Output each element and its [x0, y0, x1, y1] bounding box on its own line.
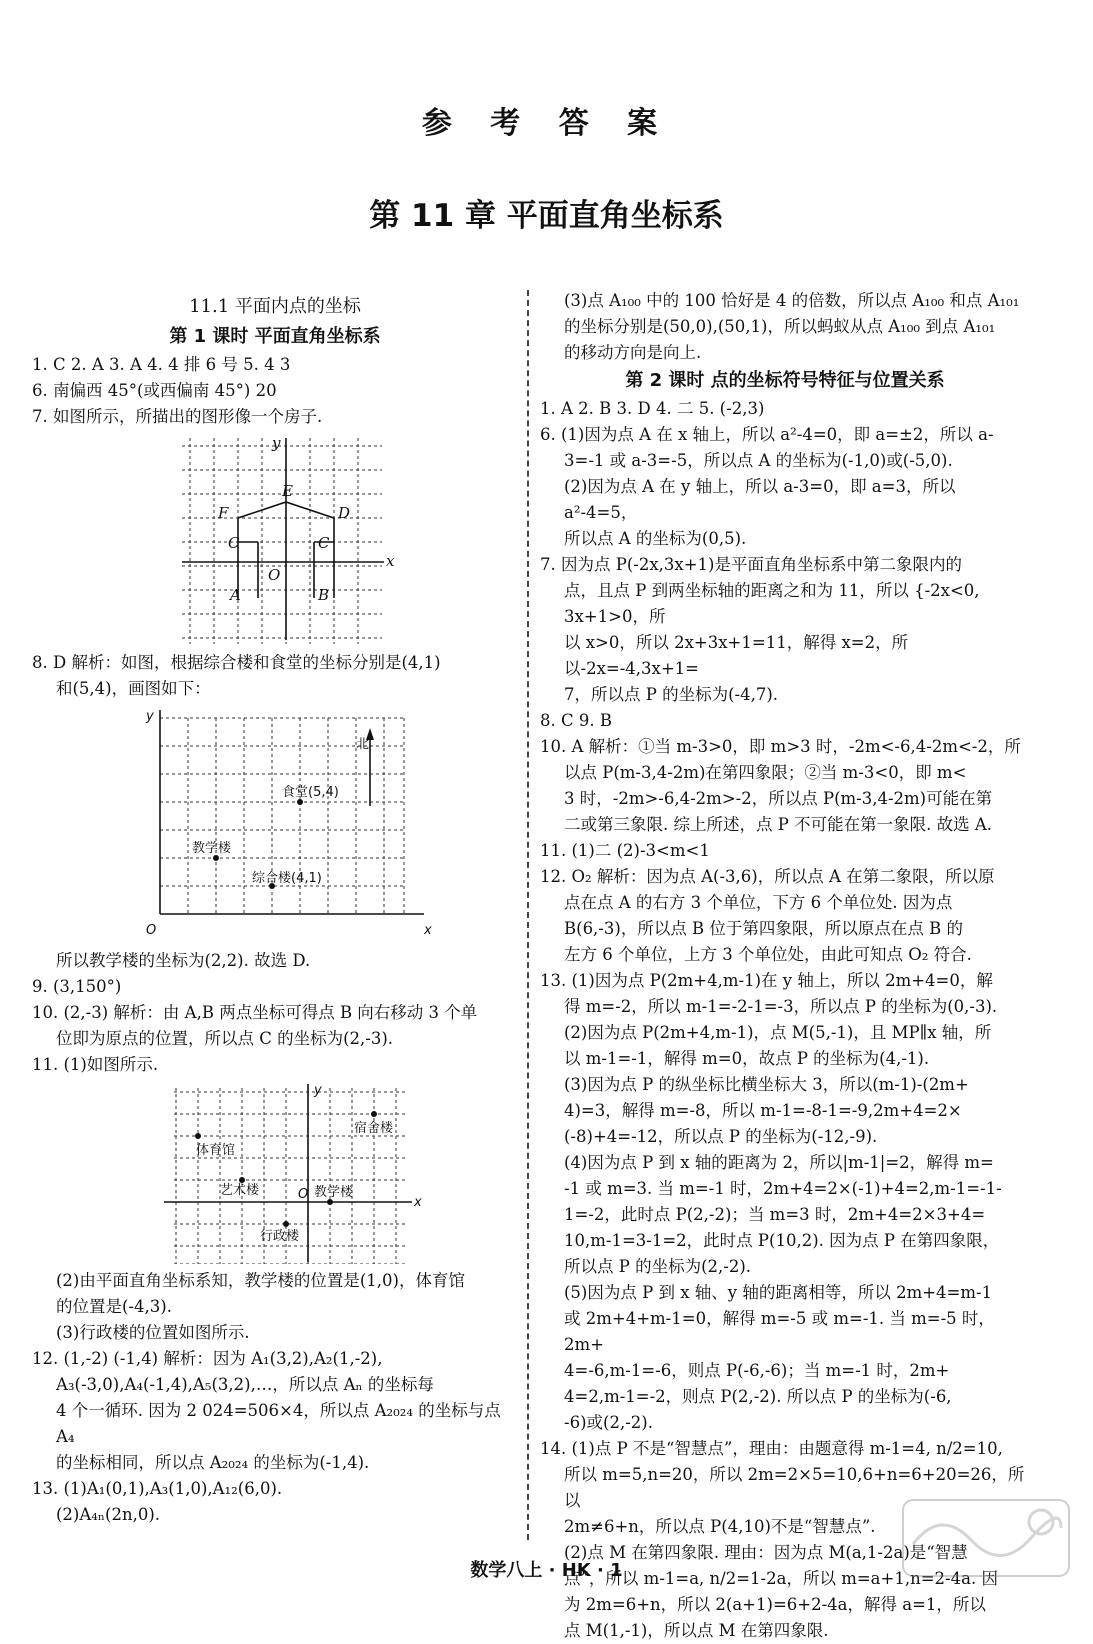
- answer-line: 12. (1,-2) (-1,4) 解析：因为 A₁(3,2),A₂(1,-2),: [32, 1349, 383, 1368]
- answer-line: 的移动方向是向上.: [564, 343, 702, 362]
- figure-school-map: [32, 1082, 518, 1264]
- answer-line: (3)因为点 P 的纵坐标比横坐标大 3，所以(m-1)-(2m+: [564, 1075, 969, 1094]
- figure-campus-grid: [32, 706, 518, 944]
- answer-line: 和(5,4)，画图如下：: [56, 679, 211, 698]
- answer-line: 1. C 2. A 3. A 4. 4 排 6 号 5. 4 3: [32, 355, 291, 374]
- answer-line: 左方 6 个单位，上方 3 个单位处，由此可知点 O₂ 符合.: [564, 945, 972, 964]
- point-c-right-label: C: [318, 534, 330, 552]
- answer-line: 6. (1)因为点 A 在 x 轴上，所以 a²-4=0，即 a=±2，所以 a-: [540, 425, 994, 444]
- answer-line: 3 时，-2m>-6,4-2m>-2，所以点 P(m-3,4-2m)可能在第: [564, 789, 993, 808]
- watermark-logo: [901, 1498, 1071, 1578]
- north-label: 北: [356, 737, 370, 752]
- lesson-title-1: 第 1 课时 平面直角坐标系: [169, 326, 381, 347]
- answer-line: (2)由平面直角坐标系知，教学楼的位置是(1,0)，体育馆: [56, 1271, 465, 1290]
- answer-line: 3=-1 或 a-3=-5，所以点 A 的坐标为(-1,0)或(-5,0).: [564, 451, 953, 470]
- answer-line: 4=-6,m-1=-6，则点 P(-6,-6)；当 m=-1 时，2m+: [564, 1361, 950, 1380]
- answer-line: (2)因为点 A 在 y 轴上，所以 a-3=0，即 a=3，所以 a²-4=5，: [564, 477, 956, 522]
- answer-line: 的坐标相同，所以点 A₂₀₂₄ 的坐标为(-1,4).: [56, 1453, 370, 1472]
- page-footer: 数学八上 · HK · 1: [470, 1560, 623, 1581]
- answer-line: (3)点 A₁₀₀ 中的 100 恰好是 4 的倍数，所以点 A₁₀₀ 和点 A₁₀₁: [564, 291, 1020, 310]
- answer-line: 位即为原点的位置，所以点 C 的坐标为(2,-3).: [56, 1029, 394, 1048]
- answer-line: 所以教学楼的坐标为(2,2). 故选 D.: [56, 951, 311, 970]
- answer-line: 得 m=-2，所以 m-1=-2-1=-3，所以点 P 的坐标为(0,-3).: [564, 997, 998, 1016]
- point-a-label: A: [230, 586, 241, 604]
- answer-line: 以点 P(m-3,4-2m)在第四象限；②当 m-3<0，即 m<: [564, 763, 967, 782]
- answer-line: -6)或(2,-2).: [564, 1413, 653, 1432]
- answer-line: 以 x>0，所以 2x+3x+1=11，解得 x=2，所以-2x=-4,3x+1=: [564, 633, 909, 678]
- art-building-label: 艺术楼: [220, 1183, 260, 1198]
- origin-label: O: [268, 566, 281, 584]
- answer-line: (5)因为点 P 到 x 轴、y 轴的距离相等，所以 2m+4=m-1: [564, 1283, 993, 1302]
- answer-line: 1=-2，此时点 P(2,-2)；当 m=3 时，2m+4=2×3+4=: [564, 1205, 986, 1224]
- answer-line: (2)A₄ₙ(2n,0).: [56, 1505, 161, 1524]
- teaching-building-label: 教学楼: [314, 1185, 354, 1200]
- answer-line: 12. O₂ 解析：因为点 A(-3,6)，所以点 A 在第二象限，所以原: [540, 867, 995, 886]
- origin-label: O: [146, 923, 157, 938]
- point-e-label: E: [282, 482, 293, 500]
- answer-line: 以 m-1=-1，解得 m=0，故点 P 的坐标为(4,-1).: [564, 1049, 930, 1068]
- point-d-label: D: [338, 504, 351, 522]
- axis-y-label: y: [314, 1083, 322, 1098]
- answer-line: 或 2m+4+m-1=0，解得 m=-5 或 m=-1. 当 m=-5 时，2m+: [564, 1309, 995, 1354]
- axis-x-label: x: [414, 1195, 422, 1210]
- lesson-title-2: 第 2 课时 点的坐标符号特征与位置关系: [625, 370, 945, 391]
- answer-line: 7，所以点 P 的坐标为(-4,7).: [564, 685, 779, 704]
- point-c-left-label: C: [228, 534, 240, 552]
- axis-y-label: y: [272, 434, 281, 452]
- left-column: [32, 288, 518, 1528]
- answer-line: 点 M(1,-1)，所以点 M 在第四象限.: [564, 1621, 829, 1640]
- answer-line: 为 2m=6+n，所以 2(a+1)=6+2-4a，解得 a=1，所以: [564, 1595, 986, 1614]
- answer-line: 8. C 9. B: [540, 711, 612, 730]
- answer-line: 4)=3，解得 m=-8，所以 m-1=-8-1=-9,2m+4=2×: [564, 1101, 962, 1120]
- admin-building-label: 行政楼: [260, 1229, 300, 1244]
- answer-line: 点在点 A 的右方 3 个单位，下方 6 个单位处. 因为点: [564, 893, 953, 912]
- answer-line: (3)行政楼的位置如图所示.: [56, 1323, 250, 1342]
- axis-x-label: x: [424, 923, 432, 938]
- axis-x-label: x: [386, 552, 395, 570]
- answer-line: 所以点 A 的坐标为(0,5).: [564, 529, 747, 548]
- answer-line: 2m≠6+n，所以点 P(4,10)不是“智慧点”.: [564, 1517, 876, 1536]
- answer-line: 7. 如图所示，所描出的图形像一个房子.: [32, 407, 323, 426]
- answer-line: (4)因为点 P 到 x 轴的距离为 2，所以|m-1|=2，解得 m=: [564, 1153, 994, 1172]
- answer-line: 点”，所以 m-1=a, n/2=1-2a，所以 m=a+1,n=2-4a. 因: [564, 1569, 998, 1588]
- page-title: 参 考 答 案: [421, 106, 672, 141]
- answer-line: 的位置是(-4,3).: [56, 1297, 172, 1316]
- answer-line: 9. (3,150°): [32, 977, 122, 996]
- answer-line: 8. D 解析：如图，根据综合楼和食堂的坐标分别是(4,1): [32, 653, 441, 672]
- answer-line: 所以 m=5,n=20，所以 2m=2×5=10,6+n=6+20=26，所以: [564, 1465, 1025, 1510]
- gym-label: 体育馆: [196, 1143, 236, 1158]
- answer-line: B(6,-3)，所以点 B 位于第四象限，所以原点在点 B 的: [564, 919, 964, 938]
- answer-line: (2)点 M 在第四象限. 理由：因为点 M(a,1-2a)是“智慧: [564, 1543, 968, 1562]
- answer-line: 14. (1)点 P 不是“智慧点”，理由：由题意得 m-1=4, n/2=10,: [540, 1439, 1003, 1458]
- point-f-label: F: [218, 504, 229, 522]
- answer-line: 13. (1)A₁(0,1),A₃(1,0),A₁₂(6,0).: [32, 1479, 283, 1498]
- answer-line: 所以点 P 的坐标为(2,-2).: [564, 1257, 752, 1276]
- answer-line: 4 个一循环. 因为 2 024=506×4，所以点 A₂₀₂₄ 的坐标与点 A₄: [56, 1401, 501, 1446]
- axis-y-label: y: [146, 709, 154, 724]
- dormitory-label: 宿舍楼: [354, 1121, 394, 1136]
- answer-line: 6. 南偏西 45°(或西偏南 45°) 20: [32, 381, 277, 400]
- answer-line: -1 或 m=3. 当 m=-1 时，2m+4=2×(-1)+4=2,m-1=-1-: [564, 1179, 1002, 1198]
- answer-line: 11. (1)二 (2)-3<m<1: [540, 841, 710, 860]
- answer-line: 4=2,m-1=-2，则点 P(2,-2). 所以点 P 的坐标为(-6,: [564, 1387, 952, 1406]
- complex-building-label: 综合楼(4,1): [252, 871, 322, 886]
- answer-line: 11. (1)如图所示.: [32, 1055, 159, 1074]
- answer-line: 13. (1)因为点 P(2m+4,m-1)在 y 轴上，所以 2m+4=0，解: [540, 971, 993, 990]
- answer-line: 10. A 解析：①当 m-3>0，即 m>3 时，-2m<-6,4-2m<-2，所: [540, 737, 1021, 756]
- answer-line: 的坐标分别是(50,0),(50,1)，所以蚂蚁从点 A₁₀₀ 到点 A₁₀₁: [564, 317, 996, 336]
- answer-line: (2)因为点 P(2m+4,m-1)，点 M(5,-1)，且 MP∥x 轴，所: [564, 1023, 992, 1042]
- figure-house-grid: [32, 434, 518, 646]
- answer-line: 10. (2,-3) 解析：由 A,B 两点坐标可得点 B 向右移动 3 个单: [32, 1003, 478, 1022]
- answer-line: (-8)+4=-12，所以点 P 的坐标为(-12,-9).: [564, 1127, 878, 1146]
- point-b-label: B: [318, 586, 330, 604]
- chapter-title: 第 11 章 平面直角坐标系: [369, 198, 724, 234]
- teaching-building-label: 教学楼: [192, 841, 232, 856]
- answer-line: A₃(-3,0),A₄(-1,4),A₅(3,2),…，所以点 Aₙ 的坐标每: [56, 1375, 434, 1394]
- answer-line: 1. A 2. B 3. D 4. 二 5. (-2,3): [540, 399, 765, 418]
- origin-label: O: [298, 1187, 309, 1202]
- answer-line: 点，且点 P 到两坐标轴的距离之和为 11，所以 {-2x<0, 3x+1>0，所: [564, 581, 980, 626]
- answer-line: 10,m-1=3-1=2，此时点 P(10,2). 因为点 P 在第四象限，: [564, 1231, 1000, 1250]
- section-title: 11.1 平面内点的坐标: [189, 296, 361, 317]
- canteen-label: 食堂(5,4): [282, 785, 339, 800]
- right-column: [540, 288, 1030, 1644]
- column-divider: [527, 290, 529, 1540]
- answer-line: 7. 因为点 P(-2x,3x+1)是平面直角坐标系中第二象限内的: [540, 555, 962, 574]
- answer-line: 二或第三象限. 综上所述，点 P 不可能在第一象限. 故选 A.: [564, 815, 992, 834]
